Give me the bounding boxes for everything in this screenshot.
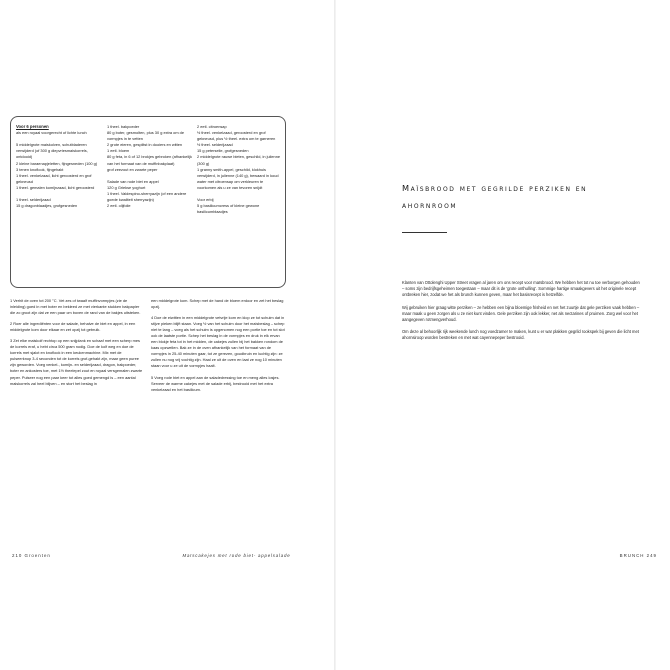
ingredient-line: 1 theel. venkelzaad, licht geroosterd en grof gekneusd — [16, 172, 92, 184]
recipe-intro — [402, 280, 640, 348]
ingredients-column-2 — [107, 124, 193, 209]
ingredients-title: Voor 6 personen — [16, 124, 49, 129]
ingredient-line: als een royaal voorgerecht of lichte lunch — [16, 130, 87, 136]
ingredient-line: 2 kleine baraenapjeletten, fijngesneden (100 g) — [16, 160, 98, 166]
ingredient-line: ½ theel. venkelzaad, geroosterd en grof gekneusd, plus ½ theel. extra om te garneren — [197, 130, 276, 142]
intro-paragraph: Wij gebruiken hier graag witte perziken – ze hebben een bijna bloemige frisheid en net het zuurtje dat gele perziken vaak hebben – maar maak u geen zorgen als u ze niet kunt vinden. Gele perziken zijn ook lekker, net als nectarines of pruimen. Zorg wel voor het aangegeven rotmengverhoud. — [402, 304, 640, 323]
serving-subheading: Voor erbij — [197, 197, 214, 203]
ingredient-line: 1 granny smith-appel, geschild, klokhuis verwijderd, in julienne (140 g), bewaard in koud water met citroensap om verkleuren te voorkomen als u ze van tevoren snijdt — [197, 166, 279, 190]
method-step: een middelgrote kom. Schep met de hand de bloem erdoor en zet het beslag opzij. — [151, 298, 284, 310]
ingredient-line: 80 g feta, in 6 of 12 brokjes gebroken (afhankelijk van het formaat van de muffinbakplaat) — [107, 154, 192, 166]
ingredient-line: ½ theel. selderijzaad — [197, 142, 233, 148]
ingredient-line: 120 g Griekse yoghurt — [107, 184, 146, 190]
method-step: 3 Zet elke maiskolf rechtop op een snijplank en schaaf met een scherp mes de korrels eraf, u hebt circa 500 gram nodig. Doe de kolf weg en doe de korrels met sjalot en knoflook in een keukenmachine. Mix met de pulseerknop 3-4 seconden tot de korrels grof-gehakt zijn, maar geen puree zijn geworden. Voeg venkel-, komijn- en selderijzaad, dragon, bakpoeder, boter en ankosters toe, met 1½ theelepel zout en royaal versgemalen zwarte peper. Pulseer nog een paar keer tot alles goed gemengd is – een aantal maiskorrels zal heel blijven – en stort het beslag in — [10, 338, 143, 386]
footer-left: 210 Groenten — [12, 553, 51, 558]
title-divider — [402, 232, 447, 233]
ingredient-line: 15 g peterselie, grofgesneden — [197, 148, 249, 154]
method-step: 5 Voeg rode biet en appel aan de saladedressing toe en meng alles losjes. Serveer de warme cakejes met de salade erbij, bestrooid met het extra venkelzaad en het basilicum. — [151, 374, 280, 392]
page-gutter — [334, 0, 336, 670]
footer-running-title: Maïscakejes met rode biet- appelsalade — [182, 553, 291, 558]
method-column-1 — [10, 298, 143, 392]
method-step: 2 Roer alle ingrediënten voor de salade, behalve de biet en appel, in een middelgrote kom door elkaar en zet opzij tot gebruik. — [10, 321, 136, 333]
ingredient-line: 1 eetl. bloem — [107, 148, 130, 154]
ingredient-line: 2 middelgrote rauwe bieten, geschild, in julienne (300 g) — [197, 154, 281, 166]
ingredient-line: 2 grote eieren, gesplitst in dooiers en witten — [107, 142, 183, 148]
ingredient-line: 1 theel. bakpoeder — [107, 124, 140, 129]
ingredient-line: 1 theel. Valdespino-sherryazijn (of een andere goede kwaliteit sherryazijn) — [107, 191, 187, 203]
method-step: 1 Verhit de oven tot 200 °C. Vet zes of twaalf muffinvormpjes (zie de inleiding) goed in met boter en bekleed ze met vierkante stukken bakpapier die zo groot zijn dat ze een paar cm boven de rand van de bakjes uitsteken. — [10, 298, 141, 316]
recipe-title: Maïsbrood met gegrilde perziken en ahornroom — [402, 183, 588, 210]
ingredients-column-1 — [16, 124, 100, 209]
ingredient-line: 1 theel. selderijzaad — [16, 197, 51, 203]
method-step: 4 Doe de eiwitten in een middelgrote vetvrije kom en klop ze tot schuim dat in stijve pieken blijft staan. Voeg ½ van het schuim door het maisbeslag – schep niet te lang – voeg als het schuim is opgenomen nog een portie toe en tot slot ook de laatste portie. Schep het beslag in de vormpjes en druk in elk ervan een blokje feta tot in het midden, de cakejes zullen bij het bakken rondom de kaas opzwellen. Bak ze in de oven afhankelijk van het formaat van de vormpjes in 25-40 minuten gaar, tot ze gerezen, goudbruin en luchtig zijn: ze zullen nu nog vrij vochtig zijn. Haal ze uit de oven en laat ze nog 10 minuten staan voor u ze uit de vormpjes haalt. — [151, 315, 285, 369]
ingredient-line: 5 g basilicumcress of kleine gewone basilicumblaadjes — [197, 203, 260, 215]
ingredient-line: 80 g boter, gesmolten, plus 30 g extra om de vormpjes in te vetten — [107, 130, 184, 142]
ingredient-line: grof zeezout en zwarte peper — [107, 166, 158, 172]
ingredient-line: 1 theel. gemalen komijnzaad, licht geroosterd — [16, 184, 95, 190]
ingredient-line: 2 eetl. olijfolie — [107, 203, 131, 209]
ingredients-column-3 — [197, 124, 281, 215]
intro-paragraph: Klanten van Ottolenghi Upper Street vragen al jaren om ons recept voor maïsbrood. We hebben het tot nu toe verborgen gehouden – soms zijn bedrijfsgeheimen toegestaan – maar dit is de 'grote onthulling'. Sommige hartige smaakgevers uit het originele recept ontbreken hier, zodat we het als brunch kunnen geven, maar het basisrecept is hetzelfde. — [402, 280, 640, 298]
footer-right: BRUNCH 249 — [619, 553, 657, 558]
salad-subheading: Salade van rode biet en appel — [107, 178, 159, 184]
ingredient-line: 2 eetl. citroensap — [197, 124, 227, 129]
method-column-2 — [151, 298, 285, 398]
intro-paragraph: Om deze al behoorlijk rijk weekende lunch nog voedzamer te maken, kunt u er war plakken gegrild rookspek bij geven die licht met ahornsiroop worden bestreken en met wat cayennepeper bestrooid. — [402, 329, 639, 341]
ingredient-line: 3 tenen knoflook, fijngehakt — [16, 166, 64, 172]
ingredient-line: 15 g dragonblaadjes, grofgesneden — [16, 203, 78, 209]
ingredient-line: 5 middelgrote maiskolven, schutbladeren verwijderd (of 300 g diepvriesmaiskorrels, ontdooid) — [16, 142, 88, 160]
